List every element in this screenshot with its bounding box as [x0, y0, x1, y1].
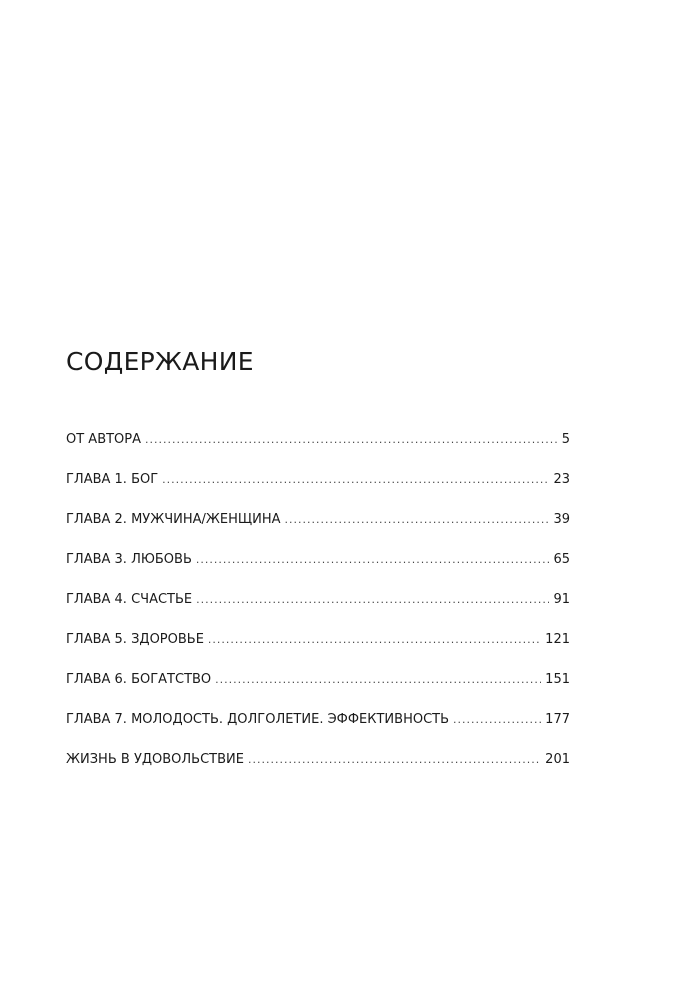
toc-entry-page: 91	[553, 592, 570, 607]
dot-leader	[208, 628, 541, 652]
toc-entry-label: ГЛАВА 5. ЗДОРОВЬЕ	[66, 632, 204, 647]
toc-entry-chapter-6[interactable]	[66, 668, 570, 708]
toc-entry-chapter-4[interactable]	[66, 588, 570, 628]
toc-entry-author[interactable]	[66, 428, 570, 468]
dot-leader	[215, 668, 541, 692]
toc-entry-label: ГЛАВА 1. БОГ	[66, 472, 159, 487]
toc-entry-page: 5	[561, 432, 570, 447]
toc-entry-chapter-5[interactable]	[66, 628, 570, 668]
toc-entry-label: ГЛАВА 2. МУЖЧИНА/ЖЕНЩИНА	[66, 512, 281, 527]
toc-entry-label: ГЛАВА 3. ЛЮБОВЬ	[66, 552, 192, 567]
dot-leader	[285, 508, 550, 532]
table-of-contents	[66, 428, 570, 788]
dot-leader	[196, 548, 550, 572]
toc-entry-page: 177	[545, 712, 570, 727]
toc-entry-page: 151	[545, 672, 570, 687]
dot-leader	[248, 748, 541, 772]
dot-leader	[196, 588, 549, 612]
toc-entry-page: 65	[553, 552, 570, 567]
toc-entry-label: ЖИЗНЬ В УДОВОЛЬСТВИЕ	[66, 752, 244, 767]
dot-leader	[145, 428, 558, 452]
dot-leader	[453, 708, 541, 732]
toc-entry-label: ОТ АВТОРА	[66, 432, 142, 447]
page-title: СОДЕРЖАНИЕ	[66, 347, 254, 376]
toc-entry-chapter-3[interactable]	[66, 548, 570, 588]
toc-entry-page: 39	[553, 512, 570, 527]
toc-entry-page: 201	[545, 752, 570, 767]
toc-entry-label: ГЛАВА 6. БОГАТСТВО	[66, 672, 212, 687]
dot-leader	[162, 468, 549, 492]
toc-entry-chapter-1[interactable]	[66, 468, 570, 508]
toc-entry-page: 121	[545, 632, 570, 647]
toc-entry-label: ГЛАВА 4. СЧАСТЬЕ	[66, 592, 193, 607]
toc-entry-epilogue[interactable]	[66, 748, 570, 788]
toc-entry-page: 23	[553, 472, 570, 487]
toc-entry-chapter-7[interactable]	[66, 708, 570, 748]
toc-entry-label: ГЛАВА 7. МОЛОДОСТЬ. ДОЛГОЛЕТИЕ. ЭФФЕКТИВНОСТЬ	[66, 712, 450, 727]
toc-entry-chapter-2[interactable]	[66, 508, 570, 548]
